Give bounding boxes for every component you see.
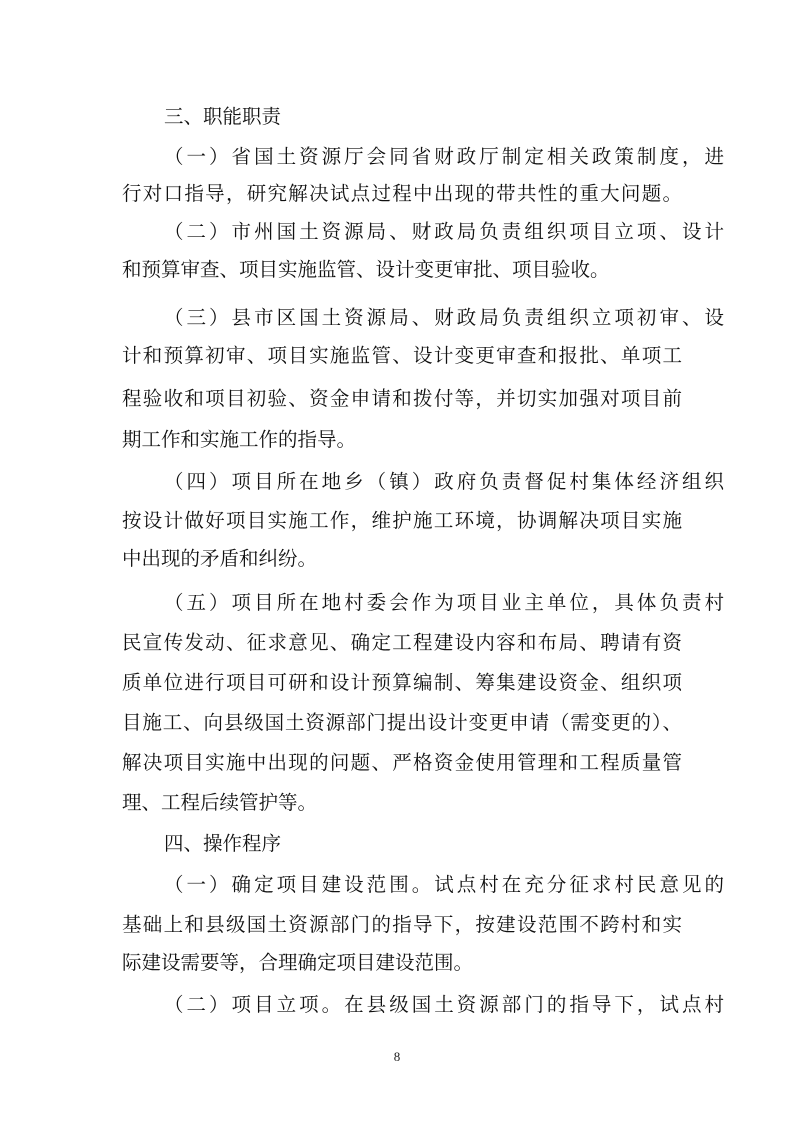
section-heading-duties: 三、职能职责 xyxy=(164,105,282,128)
paragraph-line: （四）项目所在地乡（镇）政府负责督促村集体经济组织 xyxy=(164,470,724,493)
paragraph-line: 目施工、向县级国土资源部门提出设计变更申请（需变更的）、 xyxy=(122,711,682,734)
paragraph-line: （一）确定项目建设范围。试点村在充分征求村民意见的 xyxy=(164,873,724,896)
paragraph-line: （三）县市区国土资源局、财政局负责组织立项初审、设 xyxy=(164,306,724,329)
paragraph-line: 理、工程后续管护等。 xyxy=(122,791,318,814)
paragraph-line: 中出现的矛盾和纠纷。 xyxy=(122,547,318,570)
paragraph-line: 期工作和实施工作的指导。 xyxy=(122,428,357,451)
paragraph-line: 程验收和项目初验、资金申请和拨付等，并切实加强对项目前 xyxy=(122,387,682,410)
paragraph-line: 际建设需要等，合理确定项目建设范围。 xyxy=(122,951,474,974)
paragraph-line: （二）项目立项。在县级国土资源部门的指导下，试点村 xyxy=(164,993,724,1016)
paragraph-line: （二）市州国土资源局、财政局负责组织项目立项、设计 xyxy=(164,220,724,243)
paragraph-line: 解决项目实施中出现的问题、严格资金使用管理和工程质量管 xyxy=(122,751,682,774)
section-heading-procedures: 四、操作程序 xyxy=(164,832,282,855)
paragraph-line: 质单位进行项目可研和设计预算编制、筹集建设资金、组织项 xyxy=(122,671,682,694)
paragraph-line: 和预算审查、项目实施监管、设计变更审批、项目验收。 xyxy=(122,258,610,281)
paragraph-line: 计和预算初审、项目实施监管、设计变更审查和报批、单项工 xyxy=(122,344,682,367)
paragraph-line: （一）省国土资源厅会同省财政厅制定相关政策制度，进 xyxy=(164,145,724,168)
paragraph-line: 民宣传发动、征求意见、确定工程建设内容和布局、聘请有资 xyxy=(122,631,682,654)
page-number: 8 xyxy=(393,1049,401,1064)
paragraph-line: 行对口指导，研究解决试点过程中出现的带共性的重大问题。 xyxy=(122,182,682,205)
paragraph-line: 基础上和县级国土资源部门的指导下，按建设范围不跨村和实 xyxy=(122,913,682,936)
paragraph-line: 按设计做好项目实施工作，维护施工环境，协调解决项目实施 xyxy=(122,509,682,532)
paragraph-line: （五）项目所在地村委会作为项目业主单位，具体负责村 xyxy=(164,591,724,614)
